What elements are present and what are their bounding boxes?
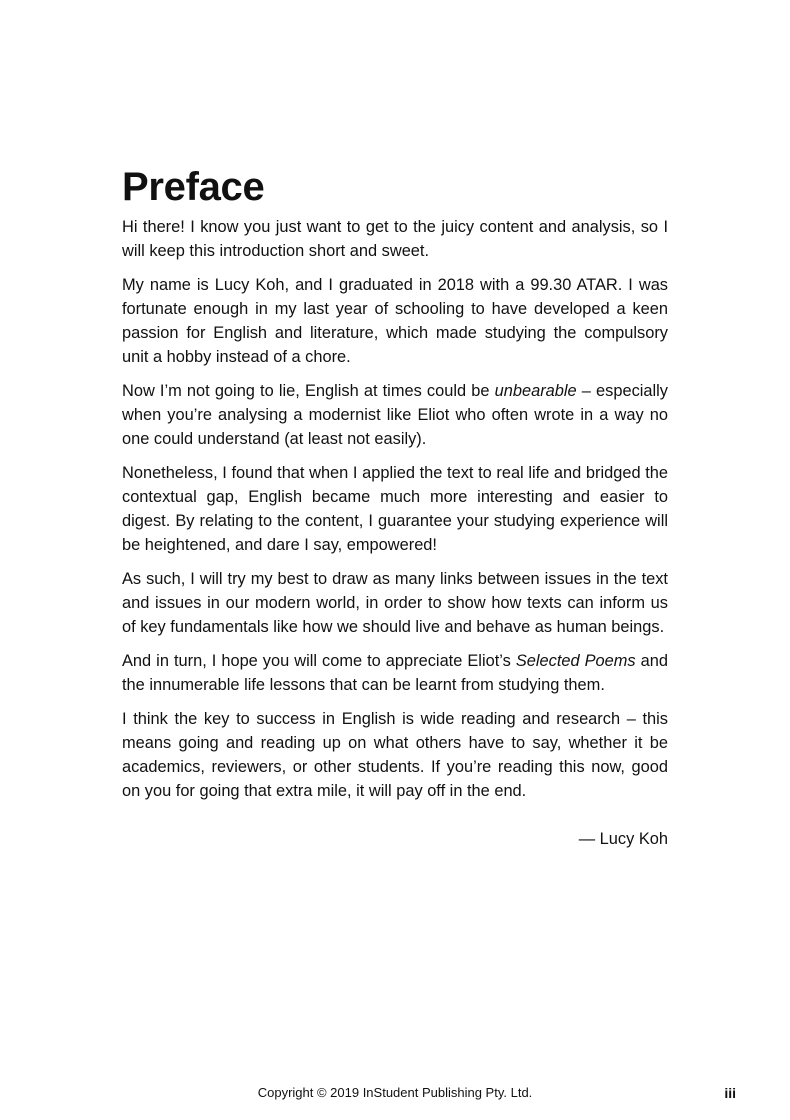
paragraph-text: As such, I will try my best to draw as many links between issues in the text and issues in our modern world, in order to show how texts can inform us of key fundamentals like how we should live and behave as human beings. [122,570,668,636]
page-number: iii [724,1085,736,1101]
book-title-text: Selected Poems [515,652,636,670]
paragraph [122,215,668,263]
paragraph [122,707,668,803]
paragraph-text: and the innumerable life lessons that can be learnt from studying them. [122,652,669,694]
paragraph-text: Nonetheless, I found that when I applied the text to real life and bridged the contextual gap, English became much more interesting and easier to digest. By relating to the content, I guarantee your studying experience will be heightened, and dare I say, empowered! [122,464,668,554]
paragraph [122,649,668,697]
paragraph [122,567,668,639]
paragraph-text: I think the key to success in English is wide reading and research – this means going and reading up on what others have to say, whether it be academics, reviewers, or other students. If you’re reading this now, good on you for going that extra mile, it will pay off in the end. [122,710,668,800]
paragraph-text: Hi there! I know you just want to get to the juicy content and analysis, so I will keep this introduction short and sweet. [122,218,668,260]
paragraph-text: My name is Lucy Koh, and I graduated in 2018 with a 99.30 ATAR. I was fortunate enough in my last year of schooling to have developed a keen passion for English and literature, which made studying the compulsory unit a hobby instead of a chore. [122,276,668,366]
emphasis-text: unbearable [494,382,577,400]
paragraph-text: Now I’m not going to lie, English at times could be [122,382,495,400]
page-footer [0,1081,790,1105]
paragraph-text: – especially when you’re analysing a modernist like Eliot who often wrote in a way no one could understand (at least not easily). [122,382,668,448]
paragraph [122,273,668,369]
author-signature: — Lucy Koh [578,830,668,848]
paragraph-text: And in turn, I hope you will come to appreciate Eliot’s [122,652,516,670]
paragraph [122,461,668,557]
copyright-notice: Copyright © 2019 InStudent Publishing Pty. Ltd. [257,1085,533,1100]
paragraph [122,379,668,451]
preface-section [122,163,668,851]
page-title: Preface [122,165,265,209]
